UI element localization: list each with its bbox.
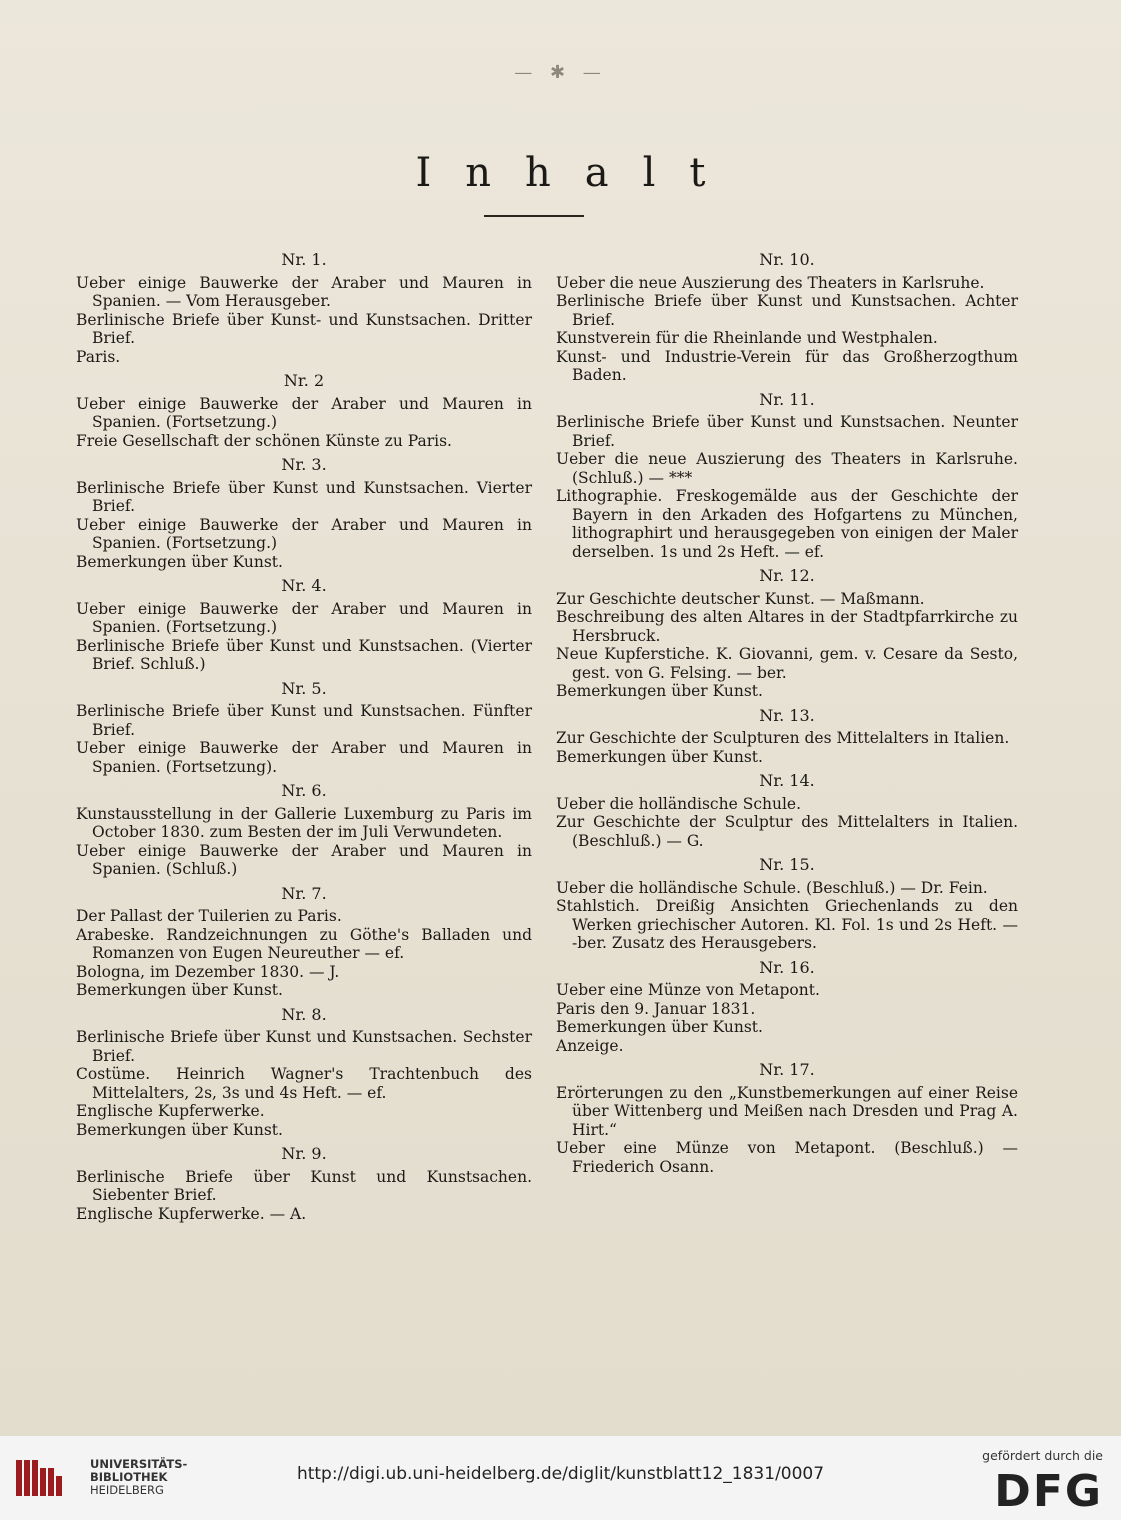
- toc-entry: Stahlstich. Dreißig Ansichten Griechenlands zu den Werken griechischer Autoren. Kl. Fol. 1s und 2s Heft. — -ber. Zusatz des Herausgebers.: [556, 897, 1018, 952]
- toc-entry: Paris.: [76, 347, 121, 366]
- toc-entry: Berlinische Briefe über Kunst- und Kunstsachen. Dritter Brief.: [76, 310, 532, 347]
- toc-entry: Ueber einige Bauwerke der Araber und Mauren in Spanien. (Fortsetzung.): [76, 515, 532, 552]
- library-name-line3: HEIDELBERG: [90, 1483, 164, 1497]
- toc-entry: Englische Kupferwerke.: [76, 1102, 265, 1120]
- toc-entry: Bemerkungen über Kunst.: [556, 747, 763, 766]
- section-heading: Nr. 13.: [759, 705, 815, 725]
- section-heading: Nr. 4.: [281, 576, 327, 595]
- toc-entry: Der Pallast der Tuilerien zu Paris.: [76, 907, 342, 925]
- section-heading: Nr. 2: [283, 371, 325, 390]
- toc-entry: Ueber eine Münze von Metapont.: [556, 981, 820, 999]
- toc-entry: Ueber die neue Auszierung des Theaters in Karlsruhe.: [556, 273, 985, 292]
- toc-entry: Lithographie. Freskogemälde aus der Geschichte der Bayern in den Arkaden des Hofgartens zu München, lithographirt und herausgegeben von einigen der Maler derselben. 1s und 2s Heft. — ef.: [556, 487, 1018, 561]
- toc-entry: Ueber einige Bauwerke der Araber und Mauren in Spanien. (Fortsetzung.): [76, 599, 532, 636]
- digitization-footer: [0, 1436, 1121, 1520]
- toc-entry: Bemerkungen über Kunst.: [76, 552, 283, 571]
- toc-entry: Berlinische Briefe über Kunst und Kunstsachen. (Vierter Brief. Schluß.): [76, 636, 532, 673]
- library-name-line2: BIBLIOTHEK: [90, 1470, 168, 1484]
- toc-entry: Beschreibung des alten Altares in der Stadtpfarrkirche zu Hersbruck.: [556, 608, 1018, 645]
- toc-entry: Kunst- und Industrie-Verein für das Großherzogthum Baden.: [556, 347, 1018, 384]
- page-mark: — ✱ —: [514, 62, 607, 83]
- toc-entry: Freie Gesellschaft der schönen Künste zu Paris.: [76, 431, 452, 450]
- section-heading: Nr. 11.: [759, 389, 815, 409]
- toc-entry: Englische Kupferwerke. — A.: [76, 1204, 307, 1223]
- toc-entry: Neue Kupferstiche. K. Giovanni, gem. v. Cesare da Sesto, gest. von G. Felsing. — ber.: [556, 645, 1018, 682]
- section-heading: Nr. 17.: [759, 1060, 815, 1079]
- permalink-url[interactable]: http://digi.ub.uni-heidelberg.de/diglit/kunstblatt12_1831/0007: [296, 1464, 825, 1484]
- toc-entry: Ueber einige Bauwerke der Araber und Mauren in Spanien. (Schluß.): [76, 841, 532, 878]
- toc-entry: Bemerkungen über Kunst.: [76, 981, 283, 999]
- toc-entry: Berlinische Briefe über Kunst und Kunstsachen. Neunter Brief.: [556, 413, 1018, 450]
- section-heading: Nr. 8.: [281, 1004, 327, 1024]
- toc-entry: Paris den 9. Januar 1831.: [556, 999, 756, 1018]
- section-heading: Nr. 12.: [759, 566, 815, 585]
- section-heading: Nr. 9.: [281, 1144, 327, 1163]
- section-heading: Nr. 6.: [281, 781, 327, 800]
- toc-entry: Berlinische Briefe über Kunst und Kunstsachen. Fünfter Brief.: [76, 702, 532, 739]
- toc-entry: Ueber einige Bauwerke der Araber und Mauren in Spanien. (Fortsetzung.): [76, 394, 532, 431]
- section-heading: Nr. 5.: [281, 678, 327, 698]
- toc-entry: Ueber die holländische Schule. (Beschluß.) — Dr. Fein.: [556, 878, 988, 897]
- toc-entry: Anzeige.: [556, 1036, 624, 1055]
- section-heading: Nr. 3.: [281, 455, 327, 474]
- left-column: [76, 245, 532, 1223]
- toc-entry: Ueber die holländische Schule.: [556, 794, 802, 813]
- toc-entry: Berlinische Briefe über Kunst und Kunstsachen. Siebenter Brief.: [76, 1167, 532, 1204]
- dfg-logo: DFG: [994, 1466, 1103, 1517]
- toc-entry: Ueber einige Bauwerke der Araber und Mauren in Spanien. — Vom Herausgeber.: [76, 273, 532, 310]
- section-heading: Nr. 10.: [759, 250, 815, 269]
- toc-entry: Berlinische Briefe über Kunst und Kunstsachen. Vierter Brief.: [76, 478, 532, 515]
- toc-entry: Kunstverein für die Rheinlande und Westphalen.: [556, 329, 938, 347]
- library-name-line1: UNIVERSITÄTS-: [90, 1457, 188, 1471]
- toc-entry: Zur Geschichte der Sculptur des Mittelalters in Italien. (Beschluß.) — G.: [556, 813, 1018, 850]
- section-heading: Nr. 14.: [759, 771, 815, 790]
- page-title: Inhalt: [415, 150, 740, 196]
- section-heading: Nr. 15.: [759, 855, 815, 874]
- title-rule: [484, 215, 584, 217]
- toc-entry: Zur Geschichte deutscher Kunst. — Maßmann.: [556, 589, 925, 608]
- toc-entry: Ueber einige Bauwerke der Araber und Mauren in Spanien. (Fortsetzung).: [76, 739, 532, 776]
- toc-entry: Berlinische Briefe über Kunst und Kunstsachen. Sechster Brief.: [76, 1028, 532, 1065]
- section-heading: Nr. 16.: [759, 957, 815, 977]
- section-heading: Nr. 7.: [281, 883, 327, 903]
- right-column: [556, 245, 1018, 1176]
- toc-entry: Bemerkungen über Kunst.: [556, 1018, 763, 1036]
- toc-entry: Ueber die neue Auszierung des Theaters in Karlsruhe. (Schluß.) — ***: [556, 450, 1018, 487]
- toc-entry: Bemerkungen über Kunst.: [76, 1120, 283, 1139]
- section-heading: Nr. 1.: [281, 250, 327, 269]
- toc-entry: Costüme. Heinrich Wagner's Trachtenbuch des Mittelalters, 2s, 3s und 4s Heft. — ef.: [76, 1065, 532, 1102]
- toc-entry: Zur Geschichte der Sculpturen des Mittelalters in Italien.: [556, 729, 1010, 747]
- toc-entry: Arabeske. Randzeichnungen zu Göthe's Balladen und Romanzen von Eugen Neureuther — ef.: [76, 925, 532, 962]
- toc-entry: Bologna, im Dezember 1830. — J.: [76, 962, 340, 981]
- toc-entry: Berlinische Briefe über Kunst und Kunstsachen. Achter Brief.: [556, 292, 1018, 329]
- toc-entry: Kunstausstellung in der Gallerie Luxemburg zu Paris im October 1830. zum Besten der im Juli Verwundeten.: [76, 804, 532, 841]
- toc-entry: Erörterungen zu den „Kunstbemerkungen auf einer Reise über Wittenberg und Meißen nach Dresden und Prag A. Hirt.“: [556, 1083, 1018, 1139]
- toc-entry: Bemerkungen über Kunst.: [556, 682, 763, 700]
- funding-label: gefördert durch die: [982, 1448, 1103, 1463]
- toc-entry: Ueber eine Münze von Metapont. (Beschluß.) — Friederich Osann.: [556, 1139, 1018, 1176]
